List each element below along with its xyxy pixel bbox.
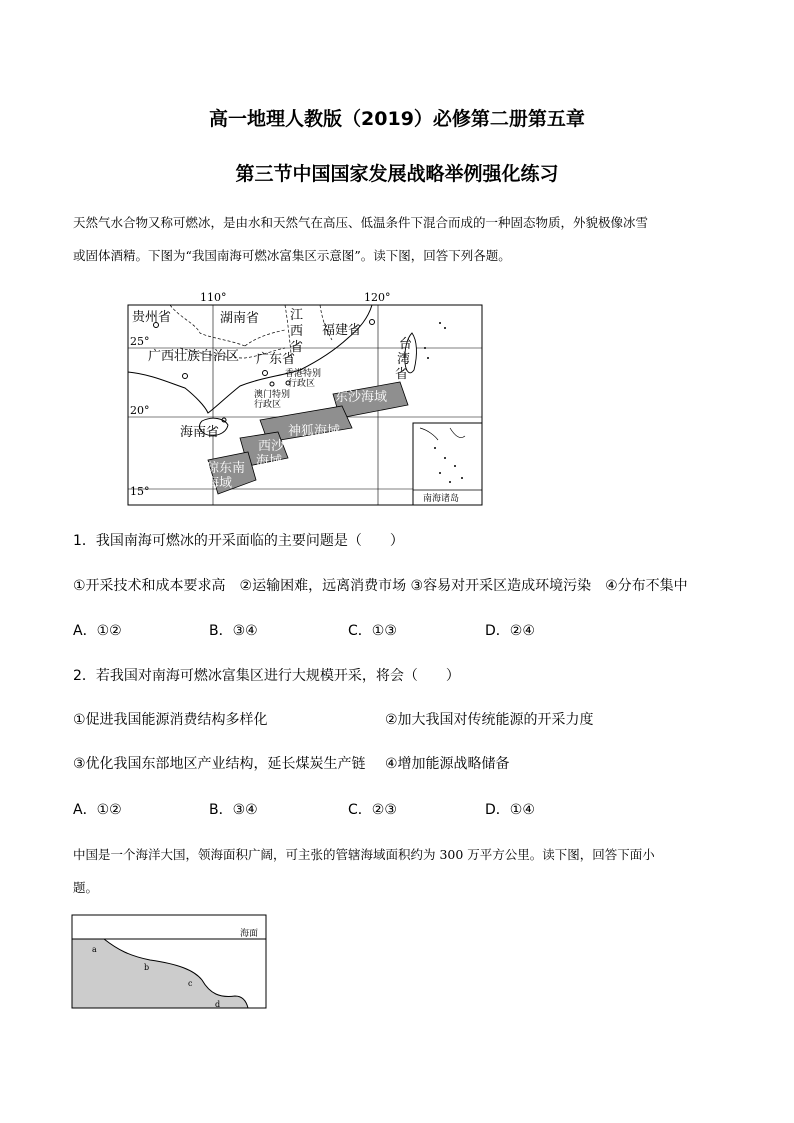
label-guizhou: 贵州省: [132, 310, 172, 325]
zone-qiongdongnan-1: 琼东南: [206, 461, 246, 476]
lon-label-120: 120°: [364, 291, 391, 304]
passage-2: [73, 838, 723, 904]
sea-level-label: 海面: [240, 929, 259, 939]
zone-dongsha: 东沙海域: [335, 390, 388, 405]
label-guangxi: 广西壮族自治区: [148, 349, 240, 364]
q2-option-b[interactable]: B．③④: [209, 802, 258, 818]
label-hongkong-2: 行政区: [288, 379, 316, 389]
question-1-statements: ①开采技术和成本要求高 ②运输困难，远离消费市场 ③容易对开采区造成环境污染 ④分布不集中: [73, 578, 688, 594]
point-b: b: [144, 963, 150, 972]
q2-option-a[interactable]: A．①②: [73, 802, 122, 818]
seafloor-profile-diagram: [70, 912, 270, 1012]
q1-option-b[interactable]: B．③④: [209, 623, 258, 639]
south-china-sea-map: [110, 288, 490, 510]
label-taiwan-2: 湾: [397, 352, 411, 367]
q1-option-c[interactable]: C．①③: [348, 623, 397, 639]
zone-xisha-1: 西沙: [258, 439, 285, 454]
label-hainan: 海南省: [180, 425, 220, 440]
label-jiangxi-3: 省: [290, 340, 304, 355]
passage-2-line-1: 中国是一个海洋大国，领海面积广阔，可主张的管辖海域面积约为 300 万平方公里。读下图，回答下面小: [73, 847, 655, 862]
passage-1: [73, 206, 723, 272]
label-fujian: 福建省: [322, 323, 362, 338]
q2-statement-2: ②加大我国对传统能源的开采力度: [385, 712, 594, 728]
label-taiwan-3: 省: [395, 367, 409, 382]
q2-option-d[interactable]: D．①④: [485, 802, 535, 818]
lat-label-15: 15°: [130, 485, 150, 498]
lon-label-110: 110°: [200, 291, 227, 304]
label-hongkong-1: 香港特别: [285, 369, 322, 379]
passage-1-line-2: 或固体酒精。下图为“我国南海可燃冰富集区示意图”。读下图，回答下列各题。: [73, 248, 511, 263]
q2-option-c[interactable]: C．②③: [348, 802, 397, 818]
label-macao-2: 行政区: [254, 400, 282, 410]
page-subtitle: 第三节中国国家发展战略举例强化练习: [235, 163, 559, 185]
point-a: a: [92, 945, 97, 954]
zone-qiongdongnan-2: 海域: [206, 476, 233, 491]
zone-xisha-2: 海域: [256, 454, 283, 469]
lat-label-25: 25°: [130, 335, 150, 348]
question-1-stem: 1．我国南海可燃冰的开采面临的主要问题是（ ）: [73, 533, 404, 549]
q2-statement-1: ①促进我国能源消费结构多样化: [73, 712, 268, 728]
lat-label-20: 20°: [130, 404, 150, 417]
label-jiangxi-2: 西: [290, 324, 304, 339]
zone-shenhu: 神狐海域: [288, 424, 341, 439]
question-2-stem: 2．若我国对南海可燃冰富集区进行大规模开采，将会（ ）: [73, 668, 460, 684]
point-c: c: [188, 979, 193, 988]
label-hunan: 湖南省: [220, 311, 260, 326]
passage-1-line-1: 天然气水合物又称可燃冰，是由水和天然气在高压、低温条件下混合而成的一种固态物质，外貌极像冰雪: [73, 215, 649, 230]
point-d: d: [215, 1000, 221, 1009]
passage-2-line-2: 题。: [73, 880, 99, 895]
q1-option-d[interactable]: D．②④: [485, 623, 535, 639]
label-jiangxi-1: 江: [290, 308, 304, 323]
q1-option-a[interactable]: A．①②: [73, 623, 122, 639]
label-guangdong: 广东省: [256, 352, 296, 367]
inset-label: 南海诸岛: [423, 494, 460, 504]
page-title: 高一地理人教版（2019）必修第二册第五章: [209, 108, 585, 130]
label-taiwan-1: 台: [399, 337, 413, 352]
q2-statement-3: ③优化我国东部地区产业结构，延长煤炭生产链: [73, 756, 366, 772]
label-macao-1: 澳门特别: [254, 390, 291, 400]
q2-statement-4: ④增加能源战略储备: [385, 756, 510, 772]
